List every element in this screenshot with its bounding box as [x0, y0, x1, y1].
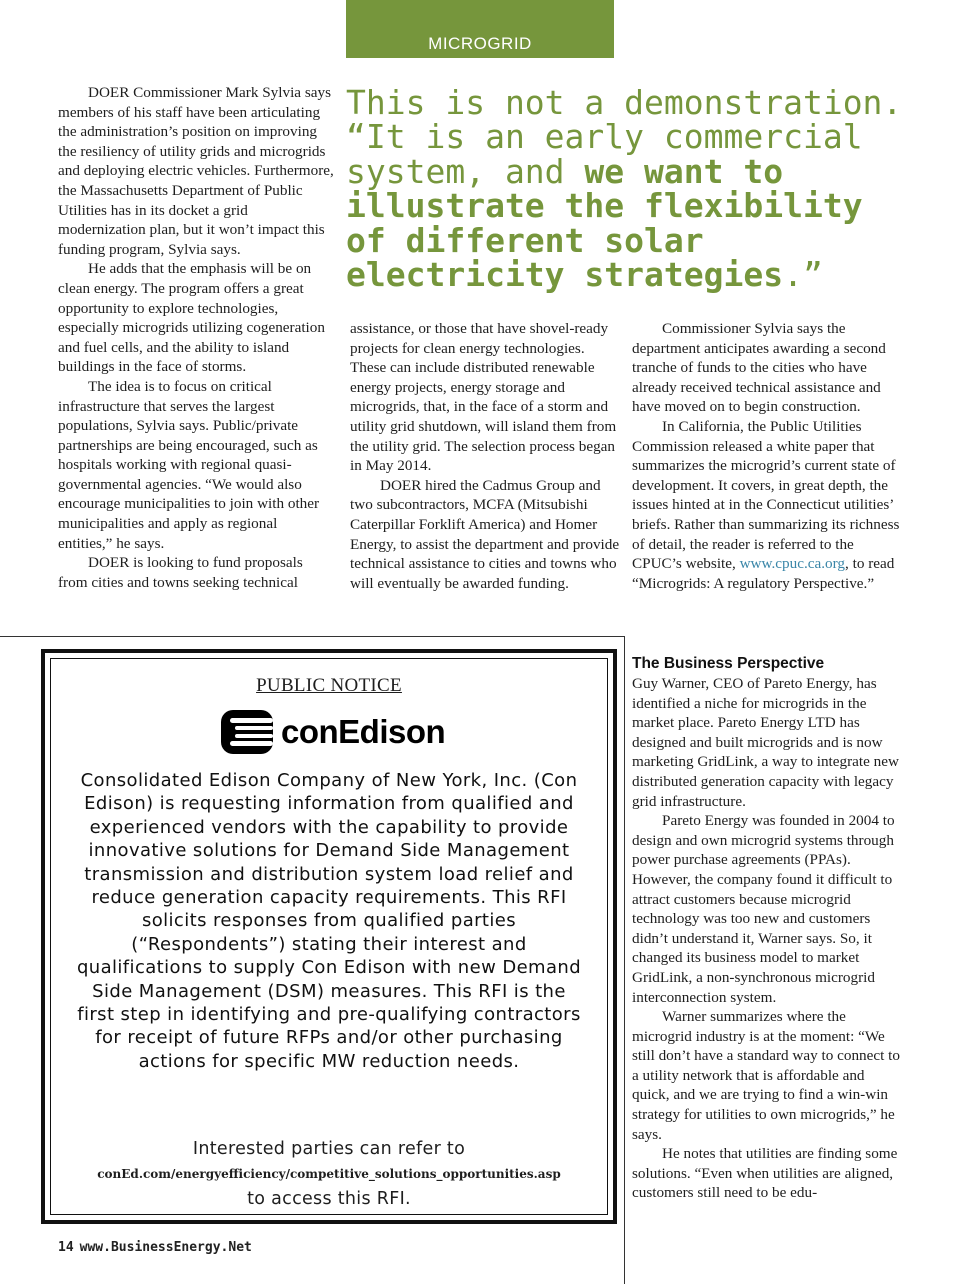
- pull-quote: [346, 83, 906, 295]
- article-column-1: [58, 83, 334, 592]
- paragraph: DOER is looking to fund proposals from cities and towns seeking technical: [58, 554, 303, 591]
- footer-site[interactable]: www.BusinessEnergy.Net: [79, 1240, 252, 1255]
- pull-quote-emphasis: we want to illustrate the flexibility of different solar electricity strategies: [346, 151, 863, 295]
- article-column-3: [632, 319, 900, 593]
- paragraph: DOER Commissioner Mark Sylvia says members of his staff have been articulating the administration’s position on improving the resiliency of utility grids and microgrids and deploying electric vehicles. Furthermore, the Massachusetts Department of Public Utilities has in its docket a grid modernization plan, but it won’t impact this funding program, Sylvia says.: [58, 84, 334, 258]
- paragraph: Pareto Energy was founded in 2004 to design and own microgrid systems through power purchase agreements (PPAs). However, the company found it difficult to attract customers because microgrid technology was too new and customers didn’t understand it, Warner says. So, it changed its business model to market GridLink, a non-synchronous microgrid interconnection system.: [632, 812, 895, 1006]
- public-notice-box: [41, 649, 617, 1224]
- paragraph: DOER hired the Cadmus Group and two subcontractors, MCFA (Mitsubishi Caterpillar Forklift America) and Homer Energy, to assist the department and provide technical assistance to cities and towns who will eventually be awarded funding.: [350, 476, 620, 592]
- notice-url-link[interactable]: conEd.com/energyefficiency/competitive_solutions_opportunities.asp: [97, 1167, 561, 1181]
- article-column-2: [350, 319, 624, 593]
- notice-heading: PUBLIC NOTICE: [256, 675, 402, 696]
- public-notice-inner-frame: [50, 658, 608, 1215]
- horizontal-divider: [0, 636, 624, 637]
- paragraph: [632, 417, 900, 593]
- notice-access-text: to access this RFI.: [247, 1189, 411, 1209]
- page-footer: [58, 1240, 252, 1255]
- conedison-logo: [221, 709, 445, 755]
- paragraph: Commissioner Sylvia says the department anticipates awarding a second tranche of funds to the cities who have already received technical assistance and have moved on to begin construction.: [632, 320, 886, 416]
- paragraph-text-end: , to read “Microgrids: A regulatory Perspective.”: [632, 555, 895, 592]
- paragraph: He adds that the emphasis will be on clean energy. The program offers a great opportunity to explore technologies, especially microgrids utilizing cogeneration and fuel cells, and the ability to island buildings in the face of storms.: [58, 260, 325, 376]
- page-number: 14: [58, 1240, 74, 1255]
- paragraph: Warner summarizes where the microgrid industry is at the moment: “We still don’t have a standard way to connect to a utility network that is affordable and quick, and we are trying to find a win-win strategy for utilities to own microgrids,” he says.: [632, 1008, 900, 1143]
- paragraph: Guy Warner, CEO of Pareto Energy, has identified a niche for microgrids in the market place. Pareto Energy LTD has designed and built microgrids and is now marketing GridLink, a way to integrate new distributed generation capacity with legacy grid infrastructure.: [632, 675, 899, 810]
- paragraph-text: In California, the Public Utilities Commission released a white paper that summarizes the microgrid’s current state of development. It covers, in great depth, the issues hinted at in the Connecticut utilities’ briefs. Rather than summarizing its richness of detail, the reader is referred to the CPUC’s website,: [632, 417, 900, 573]
- section-label: MICROGRID: [428, 34, 532, 53]
- cpuc-link[interactable]: www.cpuc.ca.org: [739, 555, 846, 573]
- paragraph: assistance, or those that have shovel-ready projects for clean energy technologies. These can include distributed renewable energy projects, energy storage and microgrids, that, in the face of a storm and utility grid shutdown, will island them from the utility grid. The selection process began in May 2014.: [350, 320, 617, 475]
- section-subheading: The Business Perspective: [632, 655, 825, 672]
- notice-refer-text: Interested parties can refer to: [192, 1139, 466, 1159]
- paragraph: He notes that utilities are finding some solutions. “Even when utilities are aligned, customers still need to be edu-: [632, 1145, 898, 1202]
- paragraph: The idea is to focus on critical infrastructure that serves the largest populations, Sylvia says. Public/private partnerships are being encouraged, such as hospitals working with regional quasi-governmental agencies. “We would also encourage municipalities to join with other municipalities and apply as regional entities,” he says.: [58, 377, 320, 552]
- logo-wordmark: conEdison: [281, 713, 446, 750]
- pull-quote-lead: This is not a demonstration. “It is an early commercial system, and: [346, 83, 903, 191]
- conedison-logo-icon: [221, 710, 273, 754]
- section-tab: [346, 0, 614, 58]
- article-column-4: [632, 654, 900, 1203]
- pull-quote-end: .”: [783, 255, 823, 295]
- notice-body: Consolidated Edison Company of New York, Inc. (Con Edison) is requesting information from qualified and experienced vendors with the capability to provide innovative solutions for Demand Side Management transmission and distribution system load relief and reduce generation capacity requirements. This RFI solicits responses from qualified parties (“Respondents”) stating their interest and qualifications to supply Con Edison with new Demand Side Management (DSM) measures. This RFI is the first step in identifying and pre-qualifying contractors for receipt of future RFPs and/or other purchasing actions for specific MW reduction needs.: [76, 770, 582, 1072]
- vertical-divider: [624, 636, 625, 1284]
